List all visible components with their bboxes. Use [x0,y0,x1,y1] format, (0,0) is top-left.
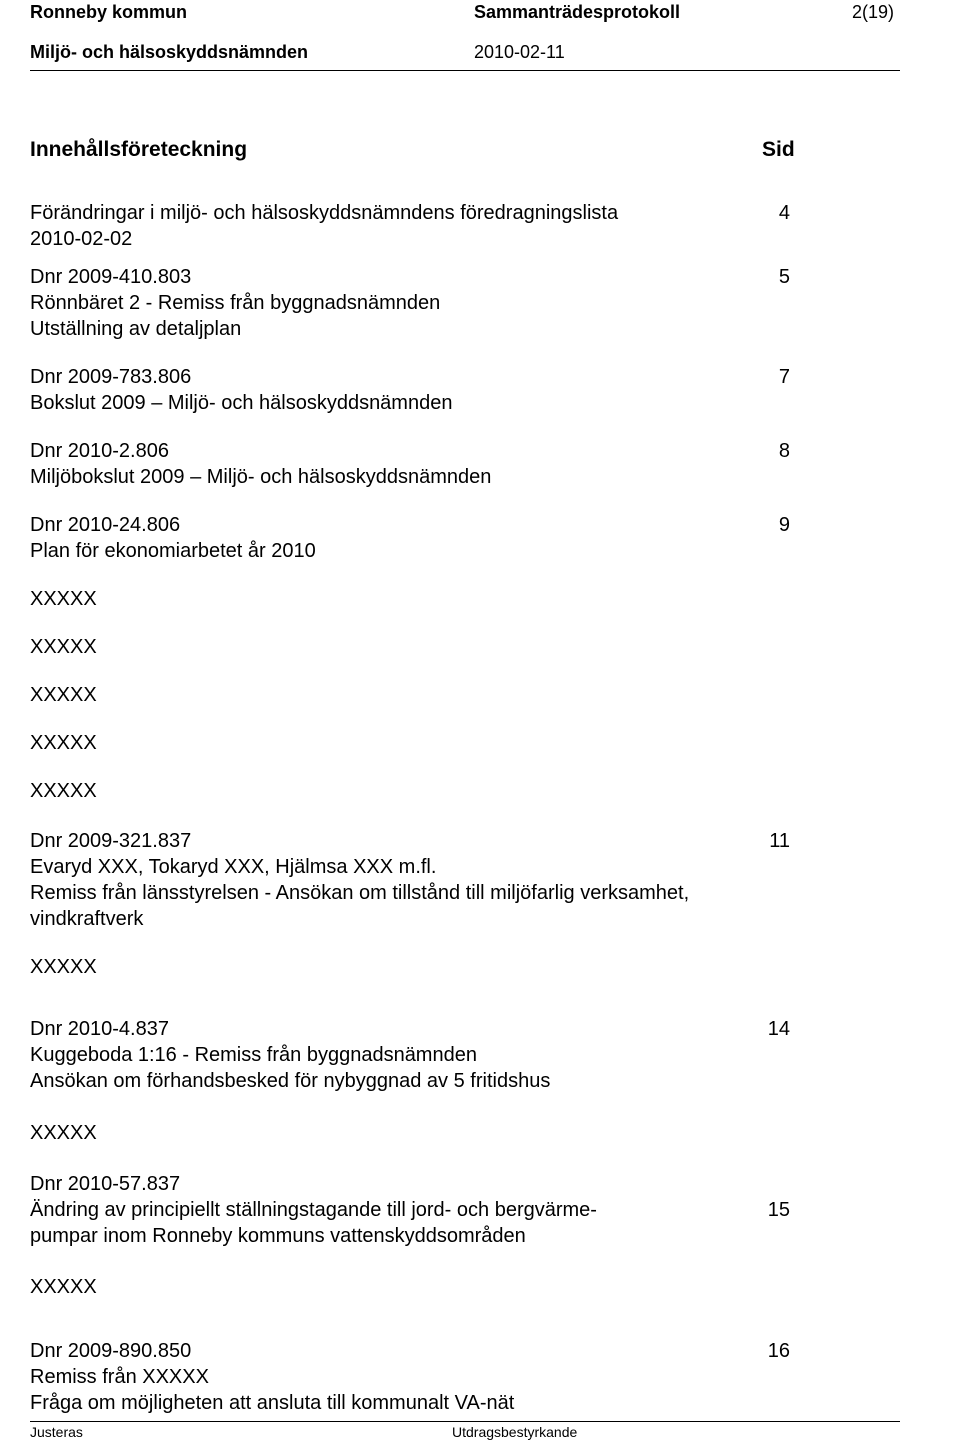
toc-entry-line: Miljöbokslut 2009 – Miljö- och hälsoskyddsnämnden [30,466,492,488]
redacted-item: XXXXX [30,1276,97,1298]
toc-entry-line: pumpar inom Ronneby kommuns vattenskyddsområden [30,1225,526,1247]
redacted-item: XXXXX [30,684,97,706]
redacted-item: XXXXX [30,636,97,658]
toc-entry-line: Plan för ekonomiarbetet år 2010 [30,540,316,562]
committee-name: Miljö- och hälsoskyddsnämnden [30,42,309,62]
toc-page-column-label: Sid [762,138,795,161]
toc-entry-line: Dnr 2010-2.806 [30,440,169,462]
toc-entry-line: Dnr 2010-57.837 [30,1173,181,1195]
toc-entry-line: Fråga om möjligheten att ansluta till kommunalt VA-nät [30,1392,515,1414]
toc-entry [30,438,790,490]
document-type: Sammanträdesprotokoll [474,2,681,22]
toc-entry-page: 15 [767,1199,790,1221]
redacted-item: XXXXX [30,780,97,802]
toc-entry-line: Rönnbäret 2 - Remiss från byggnadsnämnden [30,292,441,314]
toc-entry-page: 11 [769,830,790,852]
redacted-item: XXXXX [30,732,97,754]
toc-entry-line: Bokslut 2009 – Miljö- och hälsoskyddsnämnden [30,392,453,414]
footer-utdragsbestyrkande: Utdragsbestyrkande [452,1424,578,1440]
footer-justeras: Justeras [30,1424,83,1440]
header-divider [30,70,900,71]
toc-entry [30,1338,790,1416]
toc-entry [30,828,790,932]
header-row-2 [0,42,960,64]
footer [0,1424,960,1444]
meeting-date: 2010-02-11 [474,42,565,62]
toc-entry-page: 8 [778,440,790,462]
toc-entry-line: Remiss från länsstyrelsen - Ansökan om tillstånd till miljöfarlig verksamhet, [30,882,690,904]
toc-entry-line: vindkraftverk [30,908,144,930]
toc-entry [30,200,790,252]
toc-entry-line: Evaryd XXX, Tokaryd XXX, Hjälmsa XXX m.fl. [30,856,437,878]
redacted-item: XXXXX [30,588,97,610]
toc-entry-line: Remiss från XXXXX [30,1366,209,1388]
toc-title: Innehållsföreteckning [30,138,248,161]
toc-entry-page: 14 [767,1018,790,1040]
toc-entry-page: 16 [767,1340,790,1362]
toc-entry-line: Utställning av detaljplan [30,318,242,340]
toc-entry [30,364,790,416]
toc-entry-page: 7 [778,366,790,388]
toc-entry-line: Dnr 2009-890.850 [30,1340,192,1362]
toc-entry-line: Dnr 2009-321.837 [30,830,192,852]
toc-entry-line: Ansökan om förhandsbesked för nybyggnad av 5 fritidshus [30,1070,551,1092]
toc-entry-line: Dnr 2009-783.806 [30,366,192,388]
toc-entry-line: Kuggeboda 1:16 - Remiss från byggnadsnämnden [30,1044,477,1066]
toc-entry-line: Dnr 2010-4.837 [30,1018,169,1040]
page-number: 2(19) [852,2,895,22]
toc-entry [30,1171,790,1249]
footer-divider [30,1421,900,1422]
toc-entry-page: 4 [778,202,790,224]
toc-entry-line: Förändringar i miljö- och hälsoskyddsnämndens föredragningslista [30,202,619,224]
toc-entry-page: 9 [778,514,790,536]
toc-entry-page: 5 [778,266,790,288]
redacted-item: XXXXX [30,956,97,978]
toc-entry-line: Dnr 2009-410.803 [30,266,192,288]
toc-entry [30,1016,790,1094]
toc-entry [30,512,790,564]
toc-entry-line: Dnr 2010-24.806 [30,514,181,536]
redacted-item: XXXXX [30,1122,97,1144]
toc-entry [30,264,790,342]
header-row-1 [0,2,960,24]
toc-entry-line: Ändring av principiellt ställningstagande till jord- och bergvärme- [30,1199,597,1221]
organization-name: Ronneby kommun [30,2,188,22]
toc-entry-line: 2010-02-02 [30,228,133,250]
